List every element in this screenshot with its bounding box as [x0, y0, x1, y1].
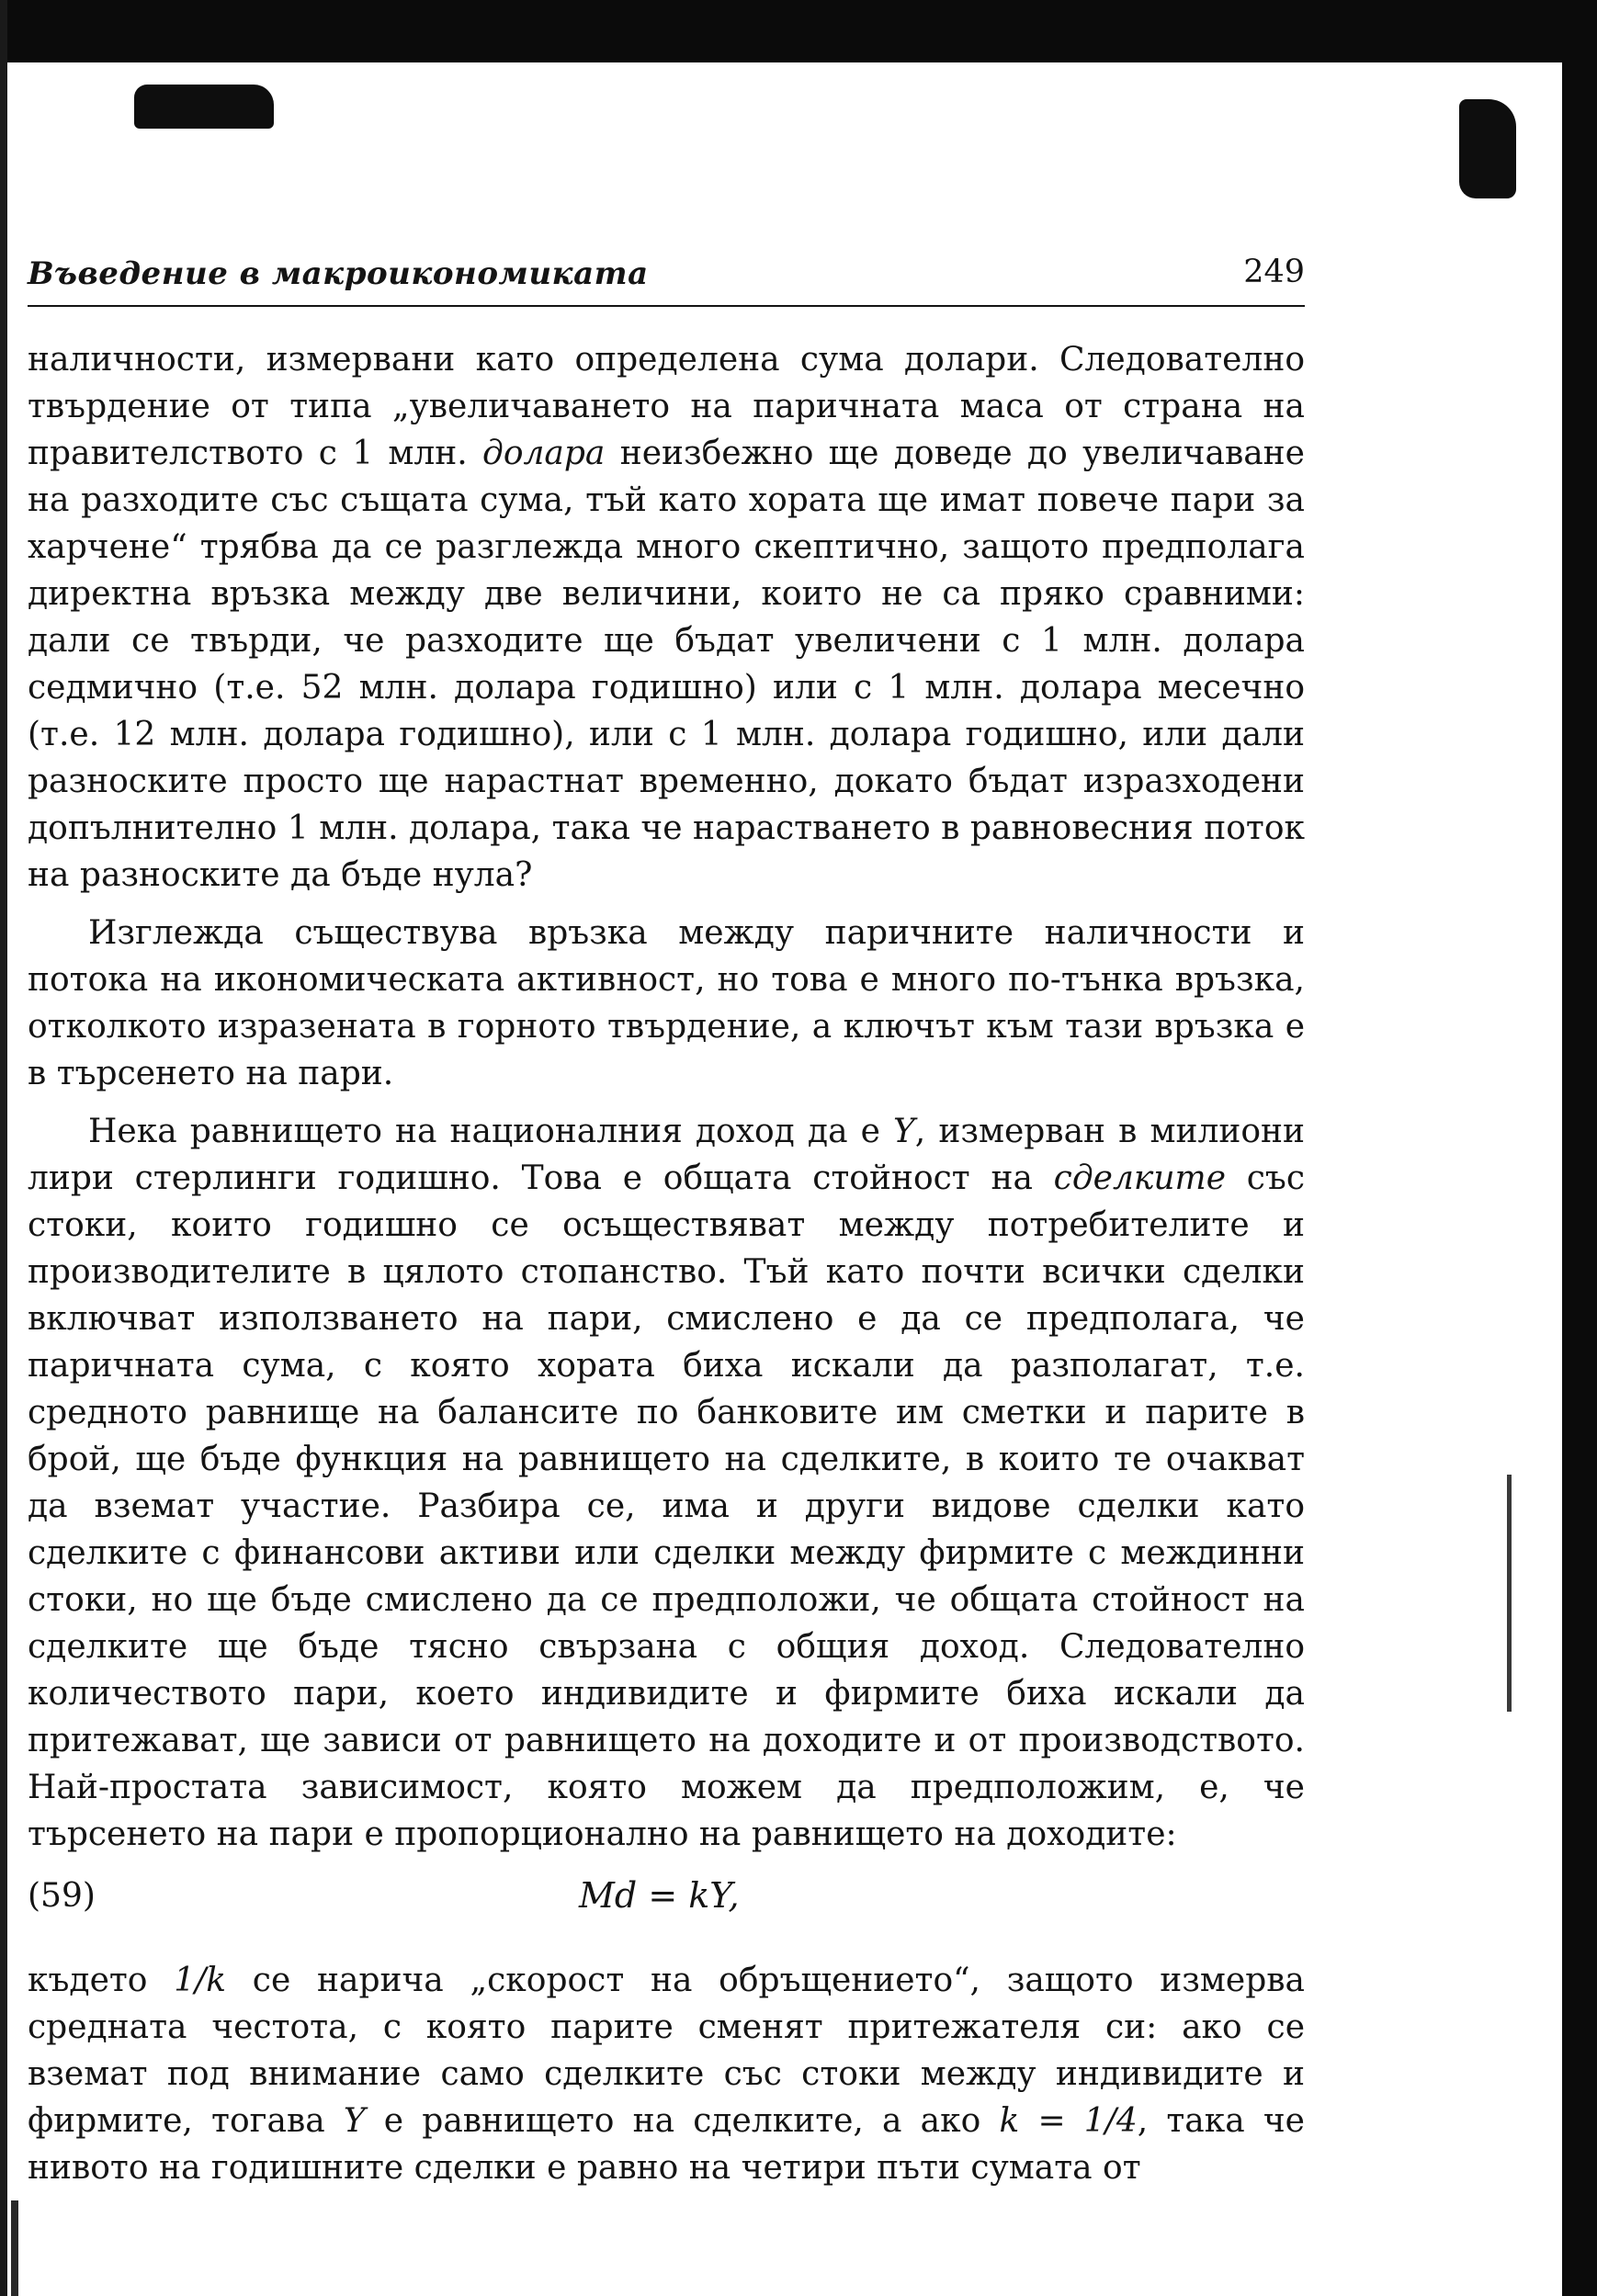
paragraph-4-text-a: където — [28, 1962, 175, 1999]
scan-left-border — [0, 0, 7, 2296]
equation-number: (59) — [28, 1877, 96, 1915]
paragraph-3-text-b: , измерван в милиони лири стерлинги годишно. Това е общата стойност на — [28, 1113, 1305, 1197]
paragraph-4 — [28, 1957, 1305, 2191]
paragraph-1-text-b: неизбежно ще доведе до увеличаване на разходите със същата сума, тъй като хората ще имат повече пари за харчене“ трябва да се разглежда много скептично, защото предполага директна връзка между две величини, които не са пряко сравними: дали се твърди, че разходите ще бъдат увеличени с 1 млн. долара седмично (т.е. 52 млн. долара годишно) или с 1 млн. долара месечно (т.е. 12 млн. долара годишно), или с 1 млн. долара годишно, или дали разноските просто ще нарастнат временно, докато бъдат изразходени допълнително 1 млн. долара, така че нарастването в равновесния поток на разноските да бъде нула? — [28, 435, 1305, 894]
paragraph-3 — [28, 1108, 1305, 1858]
paragraph-3-text-c: със стоки, които годишно се осъществяват между потребителите и производителите в цялото стопанство. Тъй като почти всички сделки включват използването на пари, смислено е да се предполага, че паричната сума, с която хората биха искали да разполагат, т.е. средното равнище на балансите по банковите им сметки и парите в брой, ще бъде функция на равнището на сделките, в които те очакват да вземат участие. Разбира се, има и други видове сделки като сделките с финансови активи или сделки между фирмите с междинни стоки, но ще бъде смислено да се предположи, че общата стойност на сделките ще бъде тясно свързана с общия доход. Следователно количеството пари, което индивидите и фирмите биха искали да притежават, ще зависи от равнището на доходите и от производството. Най-простата зависимост, която можем да предположим, е, че търсенето на пари е пропорционално на равнището на доходите: — [28, 1159, 1305, 1853]
paragraph-3-math-y: Y — [893, 1113, 915, 1150]
paragraph-2: Изглежда съществува връзка между паричните наличности и потока на икономическата активност, но това е много по-тънка връзка, отколкото изразената в горното твърдение, а ключът към тази връзка е в търсенето на пари. — [28, 914, 1305, 1092]
page-number: 249 — [1243, 254, 1305, 290]
paragraph-4-text-b: се нарича „скорост на обръщението“, защото измерва средната честота, с която парите сменят притежателя си: ако се вземат под внимание само сделките със стоки между индивидите и фирмите, тогава — [28, 1962, 1305, 2140]
scan-streak-right — [1507, 1475, 1512, 1712]
paragraph-4-math-1: 1/k — [174, 1962, 227, 1999]
scan-right-border — [1562, 0, 1597, 2296]
body-text — [28, 336, 1305, 2202]
paragraph-1-text-a: наличности, измервани като определена сума долари. Следователно твърдение от типа „увеличаването на паричната маса от страна на правителството с 1 млн. — [28, 341, 1305, 472]
running-header — [28, 248, 1305, 307]
paragraph-4-text-d: , така че нивото на годишните сделки е равно на четири пъти сумата от — [28, 2102, 1305, 2187]
scan-ink-blot-left — [134, 85, 274, 129]
paragraph-1-emphasis: долара — [482, 435, 606, 472]
paragraph-3-emphasis: сделките — [1053, 1159, 1227, 1197]
scan-streak-left — [11, 2200, 18, 2296]
equation-formula: Md = kY, — [579, 1875, 740, 1916]
paragraph-3-text-a: Нека равнището на националния доход да е — [88, 1113, 894, 1150]
running-title: Въведение в макроикономиката — [28, 255, 649, 292]
scan-top-border — [0, 0, 1597, 62]
paragraph-1 — [28, 336, 1305, 899]
paragraph-4-text-c: е равнището на сделките, а ако — [365, 2102, 1000, 2140]
scan-ink-blot-right — [1459, 99, 1516, 198]
paragraph-4-math-y: Y — [343, 2102, 366, 2140]
equation-59 — [28, 1872, 1305, 1937]
paragraph-4-math-2: k = 1/4 — [999, 2102, 1138, 2140]
